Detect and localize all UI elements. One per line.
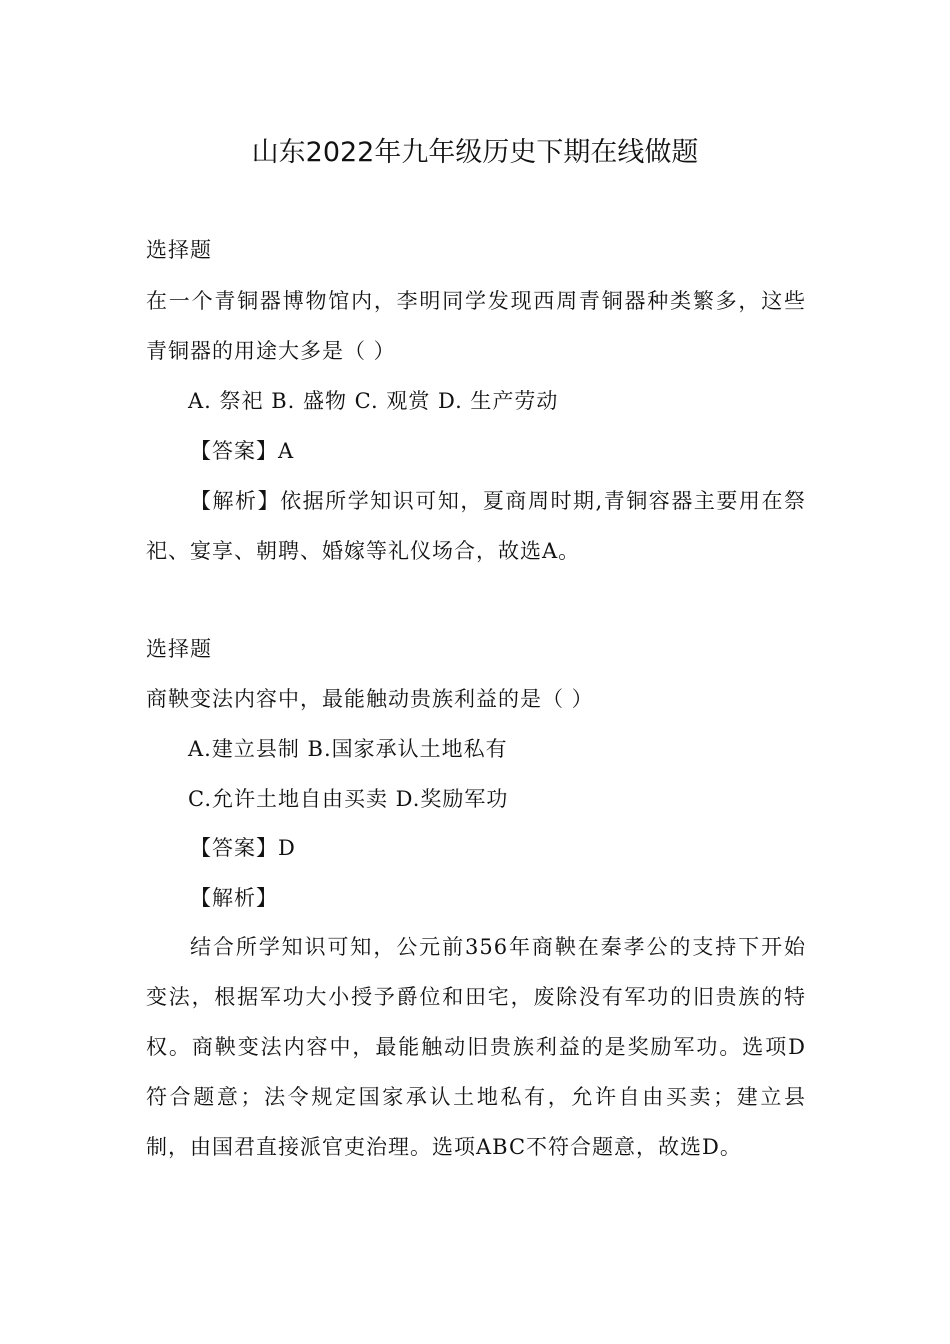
question-2-section-label: 选择题 [146, 637, 212, 661]
question-1-analysis-line-2: 祀、宴享、朝聘、婚嫁等礼仪场合，故选A。 [146, 539, 581, 563]
question-1-section-label: 选择题 [146, 238, 212, 262]
question-2-options-line-1: A.建立县制 B.国家承认土地私有 [188, 737, 508, 761]
document-title: 山东2022年九年级历史下期在线做题 [251, 137, 699, 168]
question-2-analysis-line-5: 制，由国君直接派官吏治理。选项ABC不符合题意，故选D。 [146, 1135, 742, 1159]
question-2-answer: 【答案】D [190, 836, 296, 860]
question-2-analysis-line-4: 符合题意；法令规定国家承认土地私有，允许自由买卖；建立县 [146, 1085, 806, 1109]
question-2-analysis-line-1: 结合所学知识可知，公元前356年商鞅在秦孝公的支持下开始 [190, 935, 806, 959]
question-2-stem: 商鞅变法内容中，最能触动贵族利益的是（ ） [146, 687, 594, 711]
question-2-analysis-line-3: 权。商鞅变法内容中，最能触动旧贵族利益的是奖励军功。选项D [146, 1035, 806, 1059]
question-2-analysis-heading: 【解析】 [190, 886, 278, 910]
question-2-options-line-2: C.允许土地自由买卖 D.奖励军功 [188, 787, 509, 811]
question-1-options: A. 祭祀 B. 盛物 C. 观赏 D. 生产劳动 [188, 389, 559, 413]
question-1-stem-line-2: 青铜器的用途大多是（ ） [146, 339, 396, 363]
question-1-analysis-line-1: 【解析】依据所学知识可知，夏商周时期,青铜容器主要用在祭 [190, 489, 806, 513]
question-2-analysis-line-2: 变法，根据军功大小授予爵位和田宅，废除没有军功的旧贵族的特 [146, 985, 806, 1009]
question-1-answer: 【答案】A [190, 439, 295, 463]
question-1-stem-line-1: 在一个青铜器博物馆内，李明同学发现西周青铜器种类繁多，这些 [146, 289, 806, 313]
